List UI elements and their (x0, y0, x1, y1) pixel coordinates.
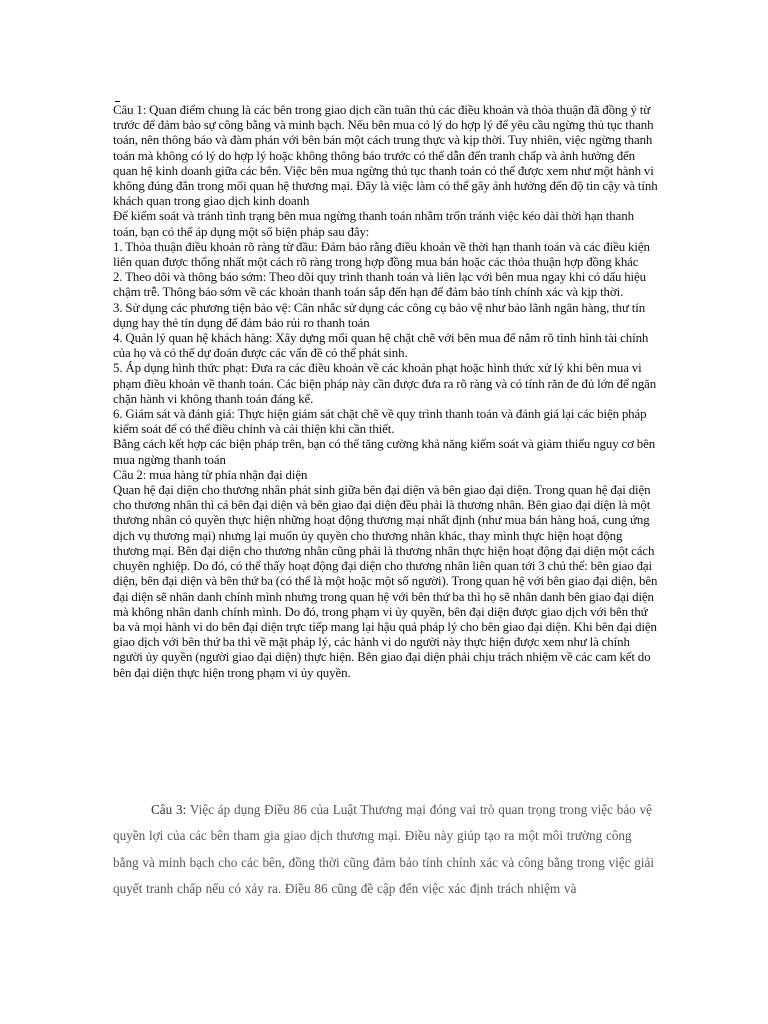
paragraph-conclusion: Bằng cách kết hợp các biện pháp trên, bạn có thể tăng cường khả năng kiểm soát và giảm thiểu nguy cơ bên mua ngừng thanh toán (113, 437, 656, 467)
list-item-3: 3. Sử dụng các phương tiện bảo vệ: Cân nhắc sử dụng các công cụ bảo vệ như bảo lãnh ngân hàng, thư tín dụng hay thẻ tín dụng để đảm bảo rủi ro thanh toán (113, 300, 646, 330)
paragraph-cau-1: Câu 1: Quan điểm chung là các bên trong giao dịch cần tuân thủ các điều khoản và thỏa thuận đã đồng ý từ trước để đảm bảo sự công bằng và minh bạch. Nếu bên mua có lý do hợp lý để yêu cầu ngừng thủ tục thanh toán, nên thông báo và đàm phán với bên bán một cách trung thực và kịp thời. Tuy nhiên, việc ngừng thanh toán mà không có lý do hợp lý hoặc không thông báo trước có thể dẫn đến tranh chấp và ảnh hưởng đến quan hệ kinh doanh giữa các bên. Việc bên mua ngừng thủ tục thanh toán có thể được xem như một hành vi không đúng đắn trong mối quan hệ thương mại. Đây là việc làm có thể gây ảnh hưởng đến độ tin cậy và tính khách quan trong giao dịch kinh doanh (113, 103, 658, 209)
cursor-mark (115, 101, 120, 102)
paragraph-intro-measures: Để kiểm soát và tránh tình trạng bên mua ngừng thanh toán nhằm trốn tránh việc kéo dài thời hạn thanh toán, bạn có thể áp dụng một số biện pháp sau đây: (113, 209, 634, 239)
paragraph-cau-2: Quan hệ đại diện cho thương nhân phát sinh giữa bên đại diện và bên giao đại diện. Trong quan hệ đại diện cho thương nhân thì cả bên đại diện và bên giao đại diện đều phải là thương nhân. Bên giao đại diện là một thương nhân có quyền thực hiện những hoạt động thương mại nhất định (như mua bán hàng hoá, cung ứng dịch vụ thương mại) nhưng lại muốn ủy quyền cho thương nhân khác, thay mình thực hiện hoạt động thương mại. Bên đại diện cho thương nhân cũng phải là thương nhân thực hiện hoạt động đại diện một cách chuyên nghiệp. Do đó, có thể thấy hoạt động đại diện cho thương nhân liên quan tới 3 chủ thể: bên giao đại diện, bên đại diện và bên thứ ba (có thể là một hoặc một số người). Trong quan hệ với bên giao đại diện, bên đại diện sẽ nhân danh chính mình nhưng trong quan hệ với bên thứ ba thì họ sẽ nhân danh bên giao đại diện mà không nhân danh chính mình. Do đó, trong phạm vi ủy quyền, bên đại diện được giao dịch với bên thứ ba và mọi hành vi do bên đại diện trực tiếp mang lại hậu quả pháp lý cho bên giao đại diện. Khi bên đại diện giao dịch với bên thứ ba thì về mặt pháp lý, các hành vi do người này thực hiện được xem như là chính người ủy quyền (người giao đại diện) thực hiện. Bên giao đại diện phải chịu trách nhiệm về các cam kết do bên đại diện thực hiện trong phạm vi ủy quyền. (113, 483, 658, 680)
list-item-5: 5. Áp dụng hình thức phạt: Đưa ra các điều khoản về các khoản phạt hoặc hình thức xử lý khi bên mua vi phạm điều khoản về thanh toán. Các biện pháp này cần được đưa ra rõ ràng và có tính răn đe đủ lớn để ngăn chặn hành vi không thanh toán đáng kể. (113, 361, 657, 406)
list-item-4: 4. Quản lý quan hệ khách hàng: Xây dựng mối quan hệ chặt chẽ với bên mua để nắm rõ tình hình tài chính của họ và có thể dự đoán được các vấn đề có thể phát sinh. (113, 331, 649, 361)
heading-cau-2: Câu 2: mua hàng từ phía nhận đại diện (113, 467, 308, 482)
document-body (113, 103, 658, 681)
paragraph-cau-3: Việc áp dụng Điều 86 của Luật Thương mại đóng vai trò quan trọng trong việc bảo vệ quyền lợi của các bên tham gia giao dịch thương mại. Điều này giúp tạo ra một môi trường công bằng và minh bạch cho các bên, đồng thời cũng đảm bảo tính chính xác và công bằng trong việc giải quyết tranh chấp nếu có xảy ra. Điều 86 cũng đề cập đến việc xác định trách nhiệm và (113, 802, 655, 897)
section-cau-3 (113, 797, 658, 903)
list-item-1: 1. Thỏa thuận điều khoản rõ ràng từ đầu: Đảm bảo rằng điều khoản về thời hạn thanh toán và các điều kiện liên quan được thống nhất một cách rõ ràng trong hợp đồng mua bán hoặc các thỏa thuận hợp đồng khác (113, 239, 650, 270)
list-item-6: 6. Giám sát và đánh giá: Thực hiện giám sát chặt chẽ về quy trình thanh toán và đánh giá lại các biện pháp kiểm soát để có thể điều chỉnh và cải thiện khi cần thiết. (113, 407, 647, 437)
heading-cau-3: Câu 3: (151, 802, 187, 817)
list-item-2: 2. Theo dõi và thông báo sớm: Theo dõi quy trình thanh toán và liên lạc với bên mua ngay khi có dấu hiệu chậm trễ. Thông báo sớm về các khoản thanh toán sắp đến hạn để đảm bảo tính chính xác và kịp thời. (113, 270, 647, 300)
